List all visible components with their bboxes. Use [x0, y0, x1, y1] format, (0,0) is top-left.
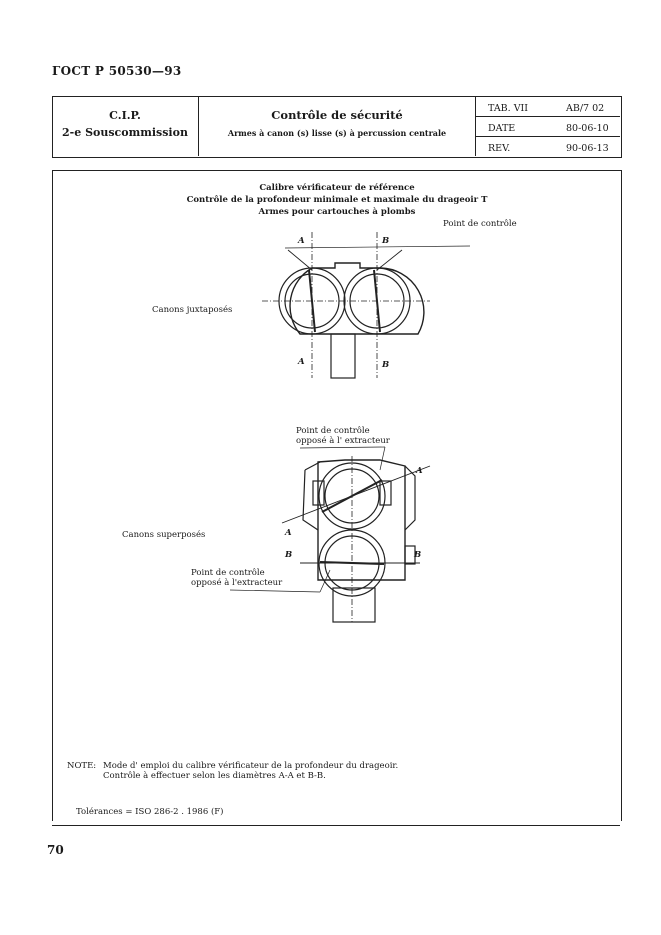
heading-2: Contrôle de la profondeur minimale et maximale du drageoir T	[186, 195, 488, 205]
rev-value: 90-06-13	[566, 143, 609, 154]
doc-subtitle: Armes à canon (s) lisse (s) à percussion centrale	[227, 128, 447, 138]
tab-value: AB/7 02	[566, 103, 605, 114]
heading-1: Calibre vérificateur de référence	[259, 183, 415, 193]
section-letter-b-right: B	[414, 550, 422, 560]
tolerances: Tolérances = ISO 286-2 . 1986 (F)	[76, 807, 224, 817]
control-point-label: Point de contrôle	[443, 219, 517, 229]
date-label: DATE	[488, 123, 516, 134]
section-letter-b-bottom: B	[382, 360, 390, 370]
bottom-rule	[52, 825, 620, 826]
section-letter-a-right: A	[416, 466, 423, 476]
control-point-opposite-bottom-1: Point de contrôle	[191, 568, 265, 578]
section-letter-a-bottom: A	[298, 357, 305, 367]
note-prefix: NOTE:	[67, 761, 97, 771]
section-letter-a-top: A	[298, 236, 305, 246]
subcommission: 2-e Souscommission	[62, 126, 188, 139]
juxtaposed-label: Canons juxtaposés	[152, 305, 233, 315]
note-line-2: Contrôle à effectuer selon les diamètres A-A et B-B.	[103, 771, 326, 781]
section-letter-b-left: B	[285, 550, 293, 560]
date-value: 80-06-10	[566, 123, 609, 134]
org-name: C.I.P.	[109, 109, 141, 122]
juxtaposed-barrels-drawing	[262, 232, 470, 378]
control-point-opposite-top-2: opposé à l' extracteur	[296, 436, 390, 446]
standard-number: ГОСТ Р 50530—93	[52, 64, 182, 78]
doc-title: Contrôle de sécurité	[271, 108, 403, 122]
superposed-barrels-drawing	[230, 447, 430, 622]
superposed-label: Canons superposés	[122, 530, 206, 540]
page-number: 70	[47, 843, 64, 857]
section-letter-b-top: B	[382, 236, 390, 246]
rev-label: REV.	[488, 143, 511, 154]
section-letter-a-left: A	[285, 528, 292, 538]
control-point-opposite-top-1: Point de contrôle	[296, 426, 370, 436]
note-line-1: Mode d' emploi du calibre vérificateur de la profondeur du drageoir.	[103, 761, 399, 771]
tab-label: TAB. VII	[488, 103, 529, 114]
heading-3: Armes pour cartouches à plombs	[258, 207, 416, 217]
control-point-opposite-bottom-2: opposé à l'extracteur	[191, 578, 283, 588]
